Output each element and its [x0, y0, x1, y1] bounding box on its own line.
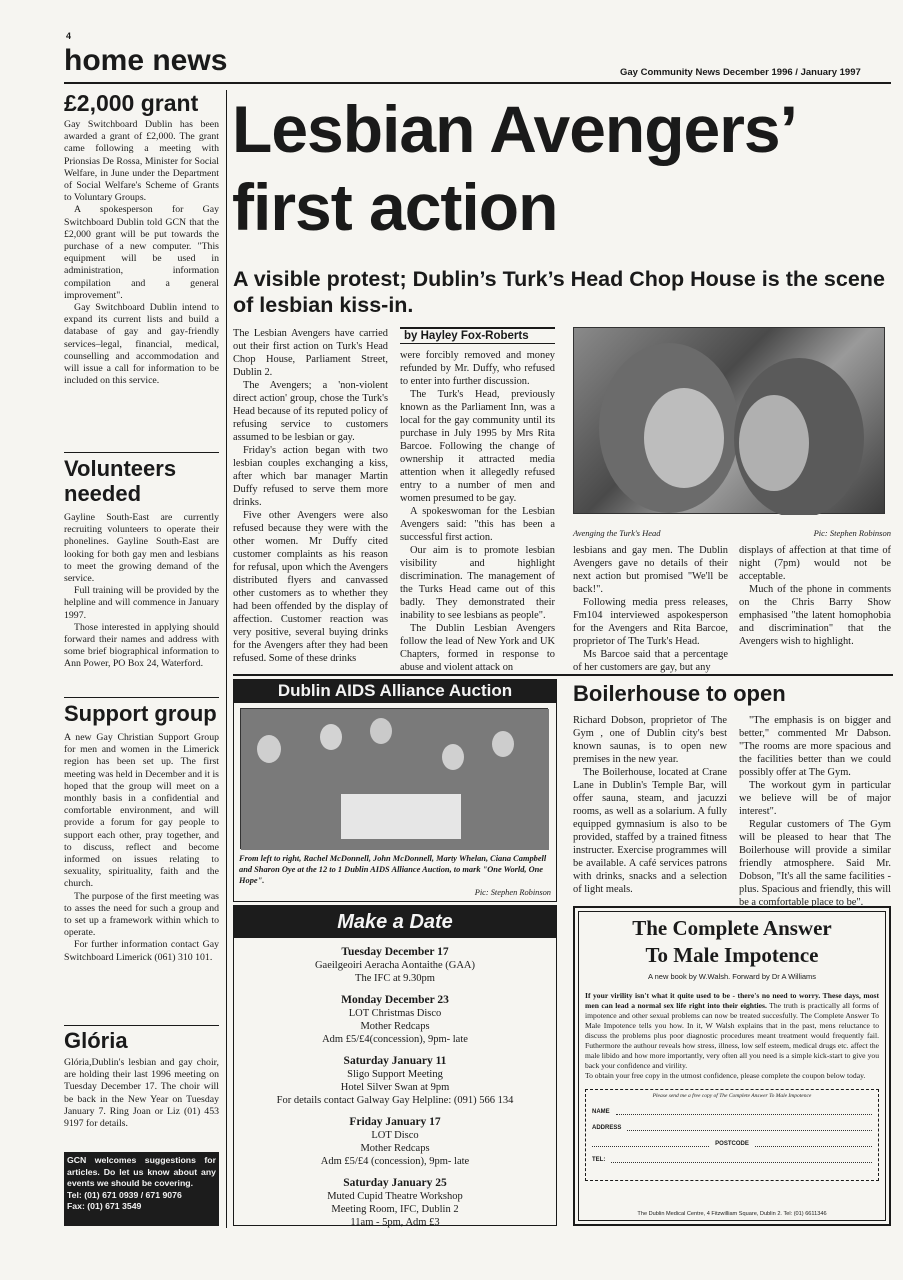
- lead-headline-line-1: Lesbian Avengers’: [232, 92, 797, 166]
- ad-footer: The Dublin Medical Centre, 4 Fitzwilliam Square, Dublin 2. Tel: (01) 6611346: [637, 1211, 827, 1217]
- volunteers-para-2: Full training will be provided by the helpline and will commence in January 1997.: [64, 585, 219, 621]
- lead-col3-para-1: lesbians and gay men. The Dublin Avengers gave no details of their next action but promised "We'll be back!".: [573, 545, 728, 595]
- event-2-line-3: Adm £5/£4(concession), 9pm- late: [322, 1034, 468, 1045]
- auction-box: [233, 679, 557, 902]
- lead-col4-para-2: Much of the phone in comments on the Chris Barry Show emphasised "the latent homophobia and discrimination" that the Avengers wish to highlight.: [739, 584, 891, 647]
- gcn-contact-box: [64, 1152, 219, 1226]
- gloria-body: [64, 1057, 219, 1130]
- make-a-date-box: [233, 905, 557, 1226]
- photo-caption: Avenging the Turk's Head: [573, 528, 661, 538]
- gloria-article: [64, 1028, 219, 1130]
- event-3-line-2: Hotel Silver Swan at 9pm: [340, 1082, 450, 1093]
- event-4-line-2: Mother Redcaps: [360, 1143, 430, 1154]
- ad-closing: To obtain your free copy in the utmost confidence, please complete the coupon below today.: [585, 1071, 866, 1080]
- coupon-address-row[interactable]: [592, 1115, 872, 1131]
- coupon-address-line[interactable]: [627, 1121, 872, 1131]
- ad-body-text: The truth is practically all forms of impotence and other sexual problems can now be treated succesfully. The Complete Answer To Male Impotence tells you how. In it, W Walsh explains that in the past, mens reluctance to discuss the problems plus poor diagnostic procedures meant treatment would frequently fail. Futhermore the authour reveals how stress, illness, low self esteem, medical drugs etc. affect the male libido and how more importantly, very often all you need is a simple kick-start to give you back your confidence and virility.: [585, 1001, 880, 1070]
- support-headline: Support group: [64, 701, 217, 726]
- event-2-date: Monday December 23: [341, 994, 449, 1006]
- coupon-postcode-row[interactable]: [592, 1131, 872, 1147]
- ad-title: [585, 915, 879, 969]
- boilerhouse-col2-para-3: Regular customers of The Gym will be pleased to hear that The Boilerhouse will provide a similar friendly atmosphere. Said Mr. Dobson, "It's all the same facilities - plus. Spacious and friendly, this will be a comfortable place to be".: [739, 819, 891, 908]
- coupon-tel-row[interactable]: [592, 1147, 872, 1163]
- volunteers-para-3: Those interested in applying should forward their names and address with some brief biographical information to Ann Power, PO Box 24, Waterford.: [64, 621, 219, 670]
- lead-col2-para-2: The Turk's Head, previously known as the Parliament Inn, was a local for the gay community until its purchase in July 1995 by Mrs Rita Barcoe. Following the change of ownership it attracted media attention when it allegedly refused entry to a number of men and women presumed to be gay.: [400, 389, 555, 504]
- event-3-line-1: Sligo Support Meeting: [347, 1069, 443, 1080]
- lead-col3-para-3: Ms Barcoe said that a percentage of her customers are gay, but any: [573, 649, 728, 673]
- gcn-box-tel: Tel: (01) 671 0939 / 671 9076: [67, 1189, 182, 1200]
- event-2: [234, 994, 556, 1046]
- event-1-date: Tuesday December 17: [341, 946, 449, 958]
- boilerhouse-col1-para-1: Richard Dobson, proprietor of The Gym , one of Dublin city's best known saunas, is to open new premises in the new year.: [573, 715, 727, 765]
- event-3-line-3: For details contact Galway Gay Helpline: (091) 566 134: [276, 1095, 514, 1106]
- left-divider-3: [64, 1025, 219, 1026]
- event-3: [234, 1055, 556, 1107]
- event-1-line-1: Gaeilgeoiri Aeracha Aontaithe (GAA): [314, 960, 476, 971]
- boilerhouse-col-1: [573, 714, 727, 896]
- ad-title-line-1: The Complete Answer: [632, 916, 832, 940]
- ad-lead: If your virility isn't what it quite used to be - there's no need to worry. These days, most men can lead a normal sex life right into their eighties.: [585, 991, 879, 1010]
- grant-para-3: Gay Switchboard Dublin intend to expand its current lists and build a database of gay and gay-friendly services–legal, financial, medical, counselling and accommodation and will issue a call for information to be included on this service.: [64, 302, 219, 387]
- coupon-name-label: NAME: [592, 1109, 610, 1115]
- lead-col1-para-4: Five other Avengers were also refused because they were with the other women. Mr Duffy cited customer complaints as his reason for refusal, upon which the Avengers distributed flyers and canvassed other customers as to whether they had been offended by the display of affection. Customer reaction was very positive, several buying drinks for the Avengers after they had been refused. Some of these drinks: [233, 510, 388, 664]
- coupon-heading: Please send me a free copy of The Complete Answer To Male Impotence: [652, 1093, 812, 1099]
- boilerhouse-col1-para-2: The Boilerhouse, located at Crane Lane in Dublin's Temple Bar, will offer sauna, steam, and jacuzzi rooms, as well as a solarium. A fully equipped gymnasium is also to be provided, staffed by a trained fitness instructer. Exercise programmes will be available. A café services patrons with drinks, snacks and a selection of light meals.: [573, 767, 727, 895]
- left-divider-2: [64, 697, 219, 698]
- lead-col1-para-1: The Lesbian Avengers have carried out their first action on Turk's Head Chop House, Parliament Street, Dublin 2.: [233, 328, 388, 378]
- section-title: home news: [64, 44, 228, 77]
- auction-photo: [240, 708, 548, 849]
- event-4-line-3: Adm £5/£4 (concession), 9pm- late: [320, 1156, 470, 1167]
- event-4: [234, 1116, 556, 1168]
- event-5: [234, 1177, 556, 1229]
- lead-headline-line-2: first action: [232, 170, 558, 244]
- lead-col2-para-5: The Dublin Lesbian Avengers follow the lead of New York and UK Chapters, formed in response to abuse and violent attack on: [400, 623, 555, 673]
- grant-headline: £2,000 grant: [64, 90, 199, 116]
- coupon-postcode-label: POSTCODE: [715, 1141, 749, 1147]
- event-2-line-1: LOT Christmas Disco: [348, 1008, 442, 1019]
- support-article: [64, 701, 219, 964]
- coupon-postcode-line[interactable]: [755, 1137, 872, 1147]
- gloria-headline: Glória: [64, 1028, 128, 1053]
- gcn-box-fax: Fax: (01) 671 3549: [67, 1201, 142, 1211]
- impotence-ad: [573, 906, 891, 1226]
- event-5-line-1: Muted Cupid Theatre Workshop: [327, 1191, 463, 1202]
- coupon-tel-line[interactable]: [611, 1153, 872, 1163]
- coupon-address-label: ADDRESS: [592, 1125, 622, 1131]
- volunteers-headline: Volunteers needed: [64, 456, 177, 506]
- support-body: [64, 732, 219, 964]
- event-list: [234, 938, 556, 1229]
- coupon-name-line[interactable]: [616, 1105, 872, 1115]
- lead-col-2: [400, 349, 555, 674]
- lead-byline: by Hayley Fox-Roberts: [400, 327, 555, 344]
- gloria-para-1: Glória,Dublin's lesbian and gay choir, are holding their last 1996 meeting on Tuesday December 17. The choir will be back in the New Year on Tuesday January 7. Ring Joan or Liz (01) 453 9197 for details.: [64, 1057, 219, 1130]
- boilerhouse-col2-para-2: The workout gym in particular we believe will be of major interest".: [739, 780, 891, 817]
- lead-col-4: [739, 544, 891, 648]
- auction-photo-image: [241, 709, 549, 850]
- lead-col2-para-3: A spokeswoman for the Lesbian Avengers said: "this has been a successful first action.: [400, 506, 555, 543]
- support-para-2: The purpose of the first meeting was to asses the need for such a group and to set up a framework within which to operate.: [64, 890, 219, 939]
- lead-col1-para-3: Friday's action began with two lesbian couples exchanging a kiss, after which bar manager Martin Duffy refused to serve them more drinks.: [233, 445, 388, 508]
- column-rule: [226, 90, 227, 1228]
- left-column: [64, 90, 219, 387]
- auction-credit: Pic: Stephen Robinson: [474, 888, 551, 897]
- coupon-name-row[interactable]: [592, 1099, 872, 1115]
- boilerhouse-headline: Boilerhouse to open: [573, 681, 786, 706]
- volunteers-para-1: Gayline South-East are currently recruiting volunteers to operate their phonelines. Gayline South-East are looking for both gay men and lesbians to meet the growing demand of the service.: [64, 512, 219, 585]
- event-5-line-2: Meeting Room, IFC, Dublin 2: [331, 1204, 459, 1215]
- page-number: 4: [66, 31, 72, 41]
- lead-subhead: A visible protest; Dublin’s Turk’s Head Chop House is the scene of lesbian kiss-in.: [233, 267, 885, 317]
- lead-bottom-rule: [233, 674, 893, 676]
- lead-col3-para-2: Following media press releases, Fm104 interviewed aspokesperson for the Avengers and Rita Barcoe, proprietor of The Turk's Head.: [573, 597, 728, 647]
- event-1-line-2: The IFC at 9.30pm: [355, 973, 435, 984]
- lead-col-1: [233, 327, 388, 665]
- photo-credit: Pic: Stephen Robinson: [813, 528, 891, 538]
- lead-headline: [232, 90, 892, 246]
- boilerhouse-col-2: [739, 714, 891, 909]
- ad-title-line-2: To Male Impotence: [645, 943, 819, 967]
- event-1: [234, 946, 556, 985]
- lead-col2-para-4: Our aim is to promote lesbian visibility and highlight discrimination. The management of the Turks Head came out of this badly. They demonstrated their inability to see lesbians as people".: [400, 545, 555, 621]
- event-5-date: Saturday January 25: [343, 1177, 447, 1189]
- auction-caption: From left to right, Rachel McDonnell, John McDonnell, Marty Whelan, Ciana Campbell and Sharon Oye at the 12 to 1 Dublin AIDS Alliance Auction, to mark "One World, One Hope".: [239, 854, 547, 885]
- event-2-line-2: Mother Redcaps: [360, 1021, 430, 1032]
- avengers-photo: [573, 327, 885, 514]
- support-para-3: For further information contact Gay Switchboard Limerick (061) 310 101.: [64, 939, 219, 963]
- coupon-tel-label: TEL:: [592, 1157, 606, 1163]
- volunteers-body: [64, 512, 219, 671]
- support-para-1: A new Gay Christian Support Group for men and women in the Limerick region has been set up. The first meeting was held in December and it is hoped that the group will meet on a monthly basis in a confidential and comfortable environment, and will provide a forum for gay people to support each other, pray together, and to discuss, reflect and become informed on issues relating to sexuality, spirituality, faith and the church.: [64, 732, 219, 890]
- volunteers-article: [64, 456, 219, 671]
- make-a-date-title: Make a Date: [234, 906, 556, 938]
- auction-headline: Dublin AIDS Alliance Auction: [234, 680, 556, 703]
- coupon-address-line-2[interactable]: [592, 1137, 709, 1147]
- gcn-box-text: GCN welcomes suggestions for articles. Do let us know about any events we should be covering.: [67, 1155, 216, 1188]
- lead-col4-para-1: displays of affection at that time of night (7pm) would not be acceptable.: [739, 545, 891, 582]
- event-4-line-1: LOT Disco: [371, 1130, 419, 1141]
- avengers-photo-image: [574, 328, 886, 515]
- ad-byline: A new book by W.Walsh. Forward by Dr A Williams: [647, 972, 817, 981]
- lead-col2-para-1: were forcibly removed and money refunded by Mr. Duffy, who refused to enter into further discussion.: [400, 350, 555, 387]
- lead-col1-para-2: The Avengers; a 'non-violent direct action' group, chose the Turk's Head because of its reputed policy of refusing service to customers assumed to be lesbian or gay.: [233, 380, 388, 443]
- issue-line: Gay Community News December 1996 / January 1997: [620, 67, 861, 78]
- left-divider-1: [64, 452, 219, 453]
- ad-coupon[interactable]: [585, 1089, 879, 1181]
- grant-body: [64, 119, 219, 387]
- ad-body: [585, 991, 879, 1081]
- boilerhouse-col2-para-1: "The emphasis is on bigger and better," commented Mr Dabson. "The rooms are more spacious and the facilities better than we could possibly offer at The Gym.: [739, 715, 891, 778]
- masthead-rule: [64, 82, 891, 84]
- grant-para-1: Gay Switchboard Dublin has been awarded a grant of £2,000. The grant came following a meeting with Prionsias De Rossa, Minister for Social Welfare, in June under the Department of Social Welfare's Scheme of Grants to Voluntary Groups.: [64, 119, 219, 204]
- event-4-date: Friday January 17: [349, 1116, 441, 1128]
- event-5-line-3: 11am - 5pm, Adm £3: [350, 1217, 440, 1228]
- event-3-date: Saturday January 11: [343, 1055, 447, 1067]
- grant-para-2: A spokesperson for Gay Switchboard Dublin told GCN that the £2,000 grant will be put towards the purchase of a new computer. "This equipment will be used in administration, information compilation and a general improvement".: [64, 204, 219, 301]
- lead-col-3: [573, 544, 728, 674]
